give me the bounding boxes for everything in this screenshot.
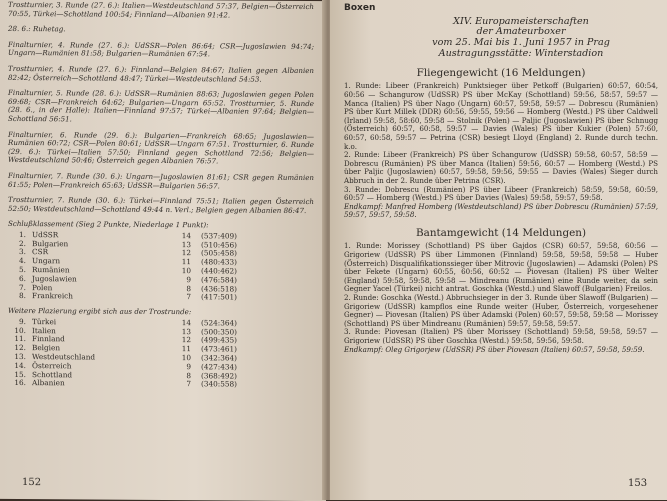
title-line: XIV. Europameisterschaften	[453, 15, 589, 27]
page-number: 152	[22, 477, 42, 489]
table-row: 1. UdSSR 14 (537:409)	[19, 229, 238, 241]
paragraph: Trostturnier, 4. Runde (27. 6.): Finnland—Belgien 84:67; Italien gegen Albanien 82:42; Österreich—Schottland 48:47; Türkei—Westdeutschland 54:53.	[8, 63, 314, 84]
standings-title: Schlußklassement (Sieg 2 Punkte, Niederlage 1 Punkt):	[8, 219, 209, 230]
paragraph: 28. 6.: Ruhetag.	[8, 24, 66, 34]
title-line: der Amateurboxer	[476, 26, 566, 38]
paragraph: Trostturnier, 3. Runde (27. 6.): Italien—Westdeutschland 57:37, Belgien—Österreich 70:55, Türkei—Schottland 100:54; Finnland—Albanien 91:42.	[8, 0, 314, 20]
right-page	[330, 0, 667, 500]
event-title	[384, 17, 658, 60]
table-row: 14. Österreich 9 (427:434)	[14, 360, 238, 372]
round-paragraph: 2. Runde: Goschka (Westd.) Abbruchsieger in der 3. Runde über Slawoff (Bulgarien) — Grigoriew (UdSSR) kampflos eine Runde weiter (Huber, Österreich, vorgesehener Gegner) — Piovesan (Italien) PS über Adamski (Polen) 60:57, 59:58, 59:58 — Morissey (Schottland) PS über Mindreanu (Rumänien) 59:57, 59:58, 59:57.	[344, 293, 658, 328]
table-row: 11. Finnland 12 (499:435)	[14, 334, 238, 345]
table-row: 2. Bulgarien 13 (510:456)	[19, 238, 238, 250]
table-row: 10. Italien 13 (500:350)	[14, 325, 238, 337]
right-page-content	[344, 4, 658, 354]
table-row: 3. CSR 12 (505:458)	[19, 247, 238, 258]
round-paragraph: 3. Runde: Piovesan (Italien) PS über Morissey (Schottland) 59:58, 59:58, 59:57 — Grigoriew (UdSSR) PS über Goschka (Westd.) 59:58, 59:56, 59:58.	[344, 327, 658, 345]
final-standings-table	[8, 231, 314, 304]
placement-title: Weitere Plazierung ergibt sich aus der Trostrunde:	[8, 306, 192, 317]
round-paragraph: 2. Runde: Libeer (Frankreich) PS über Schangurow (UdSSR) 59:58, 60:57, 58:59 — Dobrescu (Rumänien) PS über Manca (Italien) 59:56, 60:57 — Homberg (Westd.) PS über Paljic (Jugoslawien) 60:57, 59:58, 59:56, 59:55 — Davies (Wales) Sieger durch Abbruch in der 2. Runde über Petrina (CSR).	[344, 150, 658, 185]
left-page	[0, 0, 326, 501]
title-line: vom 25. Mai bis 1. Juni 1957 in Prag	[432, 37, 610, 49]
table-row: 9. Türkei 14 (524:364)	[19, 316, 238, 328]
table-row: 12. Belgien 11 (473:461)	[14, 343, 238, 354]
section-title-flyweight: Fliegengewicht (16 Meldungen)	[416, 66, 586, 79]
paragraph: Trostturnier, 7. Runde (30. 6.): Türkei—Finnland 75:51; Italien gegen Österreich 52:50; Westdeutschland—Schottland 49:44 n. Verl.; Belgien gegen Albanien 86:47.	[8, 195, 314, 215]
section-header: Boxen	[344, 3, 376, 13]
round-paragraph: 1. Runde: Morissey (Schottland) PS über Gajdos (CSR) 60:57, 59:58, 60:56 — Grigoriew (UdSSR) PS über Limmonen (Finnland) 59:58, 59:58, 59:58 — Huber (Österreich) Disqualifikationssieger über Mitrovic (Jugoslawien) — Adamski (Polen) PS über Fekete (Ungarn) 60:55, 60:56, 60:52 — Piovesan (Italien) PS über Welter (England) 59:58, 59:58, 59:58 — Mindreanu (Rumänien) eine Runde weiter, da sein Gegner Yacel (Türkei) nicht antrat. Goschka (Westd.) und Slawoff (Bulgarien) Freilos.	[344, 241, 658, 294]
table-row: 8. Frankreich 7 (417:501)	[19, 291, 238, 302]
table-row: 6. Jugoslawien 9 (476:584)	[19, 273, 238, 285]
paragraph: Finalturnier, 4. Runde (27. 6.): UdSSR—Polen 86:64; CSR—Jugoslawien 94:74; Ungarn—Rumänien 81:58; Bulgarien—Rumänien 67:54.	[8, 39, 314, 59]
paragraph: Finalturnier, 6. Runde (29. 6.): Bulgarien—Frankreich 68:65; Jugoslawien—Rumänien 60:72; CSR—Polen 80:61; UdSSR—Ungarn 67:51. Trostturnier, 6. Runde (29. 6.): Türkei—Italien 57:50; Finnland gegen Schottland 72:56; Belgien—Westdeutschland 50:46; Österreich gegen Albanien 76:57.	[8, 129, 314, 166]
table-row: 5. Rumänien 10 (440:462)	[19, 265, 238, 276]
page-number: 153	[628, 478, 648, 489]
paragraph: Finalturnier, 7. Runde (30. 6.): Ungarn—Jugoslawien 81:61; CSR gegen Rumänien 61:55; Polen—Frankreich 65:63; UdSSR—Bulgarien 56:57.	[8, 170, 314, 190]
title-line: Austragungsstätte: Winterstadion	[438, 47, 604, 59]
table-row: 15. Schottland 8 (368:492)	[14, 369, 238, 381]
final-paragraph: Endkampf: Manfred Homberg (Westdeutschland) PS über Dobrescu (Rumänien) 57:59, 59:57, 59:57, 59:58.	[344, 201, 658, 220]
left-page-content	[8, 1, 314, 396]
paragraph: Finalturnier, 5. Runde (28. 6.): UdSSR—Rumänien 88:63; Jugoslawien gegen Polen 69:68; CSR—Frankreich 64:62; Bulgarien—Ungarn 65:52. Trostturnier, 5. Runde (28. 6., in der Halle): Italien—Finnland 97:57; Türkei—Albanien 97:64; Belgien—Schottland 56:51.	[8, 88, 314, 124]
table-row: 13. Westdeutschland 10 (342:364)	[14, 351, 238, 363]
section-title-bantamweight: Bantamgewicht (14 Meldungen)	[415, 226, 587, 239]
consolation-standings-table	[8, 318, 314, 391]
round-paragraph: 1. Runde: Libeer (Frankreich) Punktsieger über Petkoff (Bulgarien) 60:57, 60:54, 60:56 — Schangurow (UdSSR) PS über McKay (Schottland) 59:56, 58:57, 59:57 — Manca (Italien) PS über Nago (Ungarn) 60:57, 59:58, 59:57 — Dobrescu (Rumänien) PS über Kurt Millek (DDR) 60:56, 59:55, 59:56 — Homberg (Westd.) PS über Caldwell (Irland) 59:58, 58:60, 59:58 — Stolnik (Polen) — Paljic (Jugoslawien) PS über Schnugg (Österreich) 60:57, 60:58, 59:57 — Davies (Wales) PS über Kukier (Polen) 57:60, 60:57, 60:58, 59:57 — Petrina (CSR) besiegt Lloyd (England) 2. Runde durch techn. k.o.	[344, 81, 658, 151]
final-paragraph: Endkampf: Oleg Grigorjew (UdSSR) PS über Piovesan (Italien) 60:57, 59:58, 59:59.	[344, 344, 645, 354]
round-paragraph: 3. Runde: Dobrescu (Rumänien) PS über Libeer (Frankreich) 58:59, 59:58, 60:59, 60:57 — Homberg (Westd.) PS über Davies (Wales) 59:58, 59:57, 59:58.	[344, 184, 658, 203]
table-row: 16. Albanien 7 (340:558)	[14, 378, 238, 389]
table-row: 4. Ungarn 11 (480:433)	[19, 256, 238, 267]
table-row: 7. Polen 8 (436:518)	[19, 282, 238, 294]
